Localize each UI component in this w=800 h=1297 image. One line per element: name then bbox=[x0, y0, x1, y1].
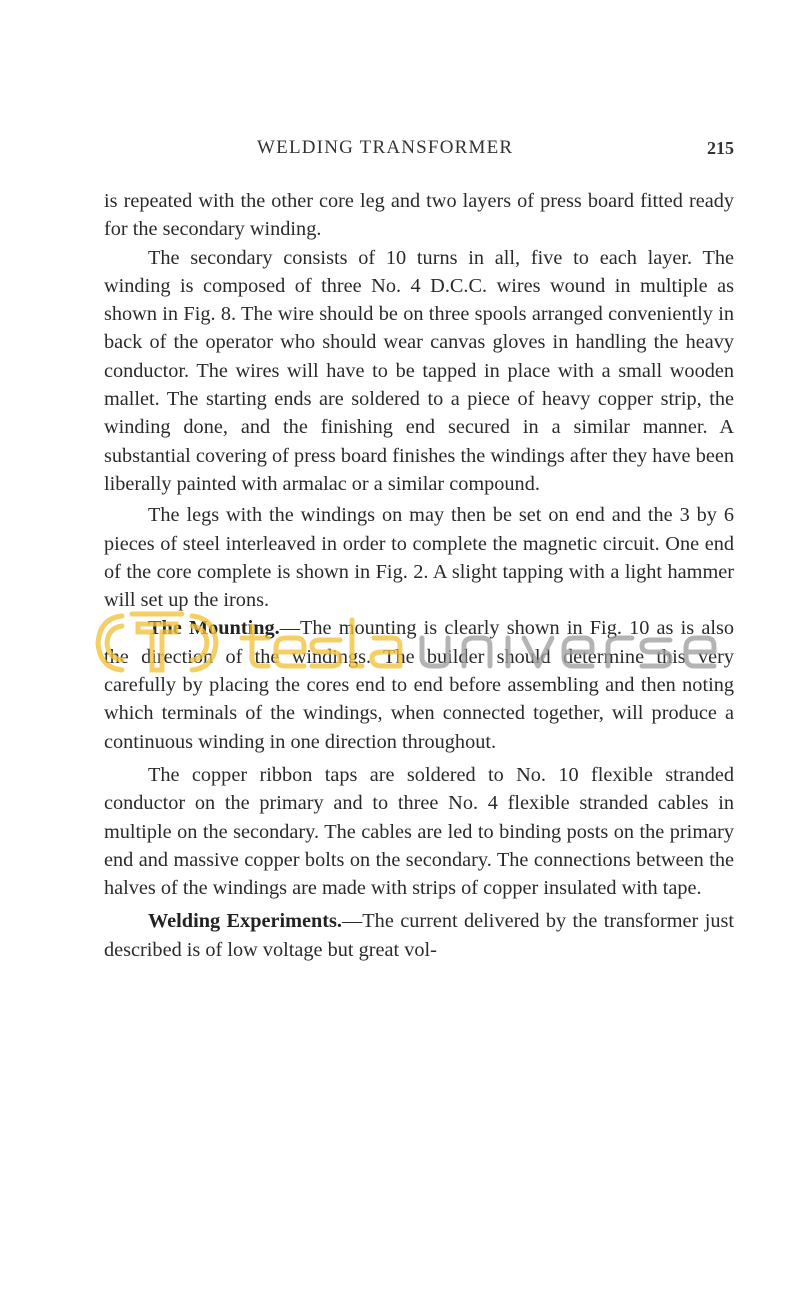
paragraph bbox=[104, 244, 734, 499]
section-run-in-heading: Welding Experiments. bbox=[148, 910, 343, 933]
paragraph bbox=[104, 614, 734, 755]
paragraph-text: The secondary consists of 10 turns in all, five to each layer. The winding is composed of three No. 4 D.C.C. wires wound in multiple as shown in Fig. 8. The wire should be on three spools arranged conveniently in back of the operator who should wear canvas gloves in handling the heavy conductor. The wires will have to be tapped in place with a small wooden mallet. The starting ends are soldered to a piece of heavy copper strip, the winding done, and the finishing end secured in a similar manner. A substantial covering of press board finishes the windings after they have been liberally painted with armalac or a similar compound. bbox=[104, 246, 734, 495]
paragraph-text: The legs with the windings on may then be set on end and the 3 by 6 pieces of steel interleaved in order to complete the magnetic circuit. One end of the core complete is shown in Fig. 2. A slight tapping with a light hammer will set up the irons. bbox=[104, 504, 734, 612]
page-number: 215 bbox=[707, 138, 734, 158]
running-head: WELDING TRANSFORMER bbox=[257, 137, 514, 158]
page-body bbox=[104, 187, 734, 964]
paragraph-text: —The current delivered by the transformer just described is of low voltage but great vol- bbox=[104, 910, 735, 961]
paragraph-text: The copper ribbon taps are soldered to No. 10 flexible stranded conductor on the primary and to three No. 4 flexible stranded cables in multiple on the secondary. The cables are led to binding posts on the primary end and massive copper bolts on the secondary. The connections between the halves of the windings are made with strips of copper insulated with tape. bbox=[104, 763, 734, 900]
section-run-in-heading: The Mounting. bbox=[148, 617, 280, 640]
paragraph bbox=[104, 501, 734, 614]
paragraph bbox=[104, 761, 734, 902]
paragraph bbox=[104, 907, 734, 964]
paragraph-text: is repeated with the other core leg and two layers of press board fitted ready for the secondary winding. bbox=[104, 190, 734, 241]
paragraph bbox=[104, 187, 734, 244]
paragraph-text: —The mounting is clearly shown in Fig. 10 as is also the direction of the windings. The builder should determine this very carefully by placing the cores end to end before assembling and then noting which terminals of the windings, when connected together, will produce a continuous winding in one direction throughout. bbox=[104, 617, 734, 753]
page-header bbox=[104, 134, 734, 164]
book-page bbox=[104, 134, 734, 964]
